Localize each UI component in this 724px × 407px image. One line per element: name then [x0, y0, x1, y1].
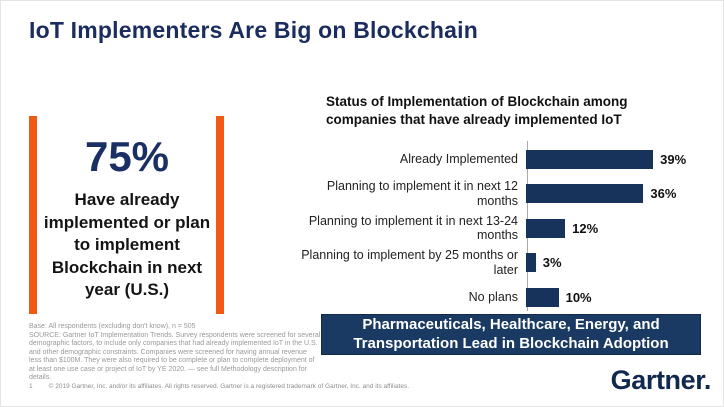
chart-row: [301, 211, 721, 246]
copyright-row: [29, 383, 409, 390]
stat-value: 75%: [84, 133, 170, 180]
category-label: Planning to implement by 25 months or later: [301, 248, 518, 277]
bar-area: [526, 219, 721, 238]
chart-row: [301, 177, 721, 212]
chart-row: [301, 142, 721, 177]
value-label: 39%: [660, 151, 687, 167]
bar: [526, 288, 559, 307]
footnote-base: Base: All respondents (excluding don't know), n = 505: [29, 323, 196, 330]
category-label: No plans: [468, 290, 518, 305]
category-label: Planning to implement it in next 12 months: [326, 179, 518, 208]
footnote-block: [29, 323, 321, 383]
gartner-logo: Gartner.: [610, 365, 711, 395]
bar-area: [526, 253, 721, 272]
value-label: 12%: [572, 220, 599, 236]
chart-row: [301, 280, 721, 315]
footnote-source: SOURCE: Gartner IoT Implementation Trends. Survey respondents were screened for several demographic factors, to include only companies that had already implemented IoT in the U.S. and other demographic constraints. Companies were screened for having annual revenue less than $100M. They were also required to be complete or plan to complete deployment of at least one use case or project of IoT by YE 2020. — see full Methodology description for details.: [29, 331, 321, 382]
bar: [526, 184, 643, 203]
value-label: 36%: [650, 186, 677, 202]
bar-area: [526, 150, 721, 169]
banner-text: Pharmaceuticals, Healthcare, Energy, and Transportation Lead in Blockchain Adoption: [353, 315, 669, 352]
bar: [526, 219, 565, 238]
chart-title: Status of Implementation of Blockchain among companies that have already implemented IoT: [326, 94, 628, 128]
category-label: Already Implemented: [399, 152, 518, 167]
highlight-banner: [321, 314, 701, 355]
bar-chart-rows: [301, 142, 721, 315]
page-number: 1: [29, 383, 33, 390]
page-title: IoT Implementers Are Big on Blockchain: [29, 17, 478, 43]
value-label: 3%: [542, 255, 562, 271]
copyright-text: © 2019 Gartner, Inc. and/or its affiliates. All rights reserved. Gartner is a registered trademark of Gartner, Inc. and its affiliates.: [48, 383, 410, 390]
category-label: Planning to implement it in next 13-24 months: [308, 213, 518, 243]
bar: [526, 150, 653, 169]
bar: [526, 253, 536, 272]
right-accent-rule: [216, 116, 224, 314]
bar-area: [526, 184, 721, 203]
left-accent-rule: [29, 116, 37, 314]
value-label: 10%: [565, 289, 592, 305]
chart-row: [301, 246, 721, 281]
bar-area: [526, 288, 721, 307]
stat-description: Have already implemented or plan to implement Blockchain in next year (U.S.): [43, 190, 211, 300]
